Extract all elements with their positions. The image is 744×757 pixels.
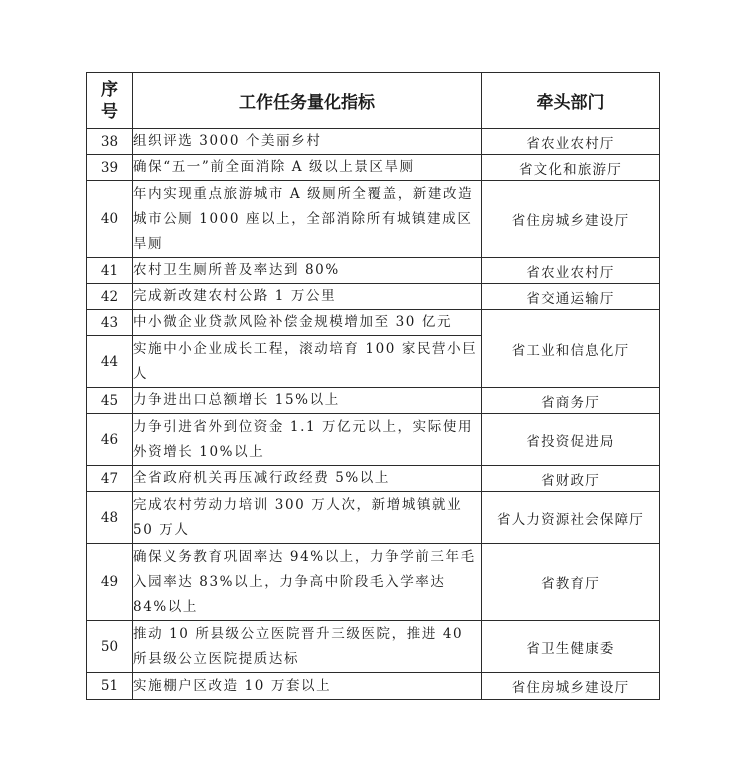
table-row (87, 388, 660, 414)
row-number: 46 (87, 414, 133, 466)
row-task: 实施棚户区改造 10 万套以上 (133, 673, 482, 700)
table-row (87, 181, 660, 258)
row-number: 44 (87, 336, 133, 388)
row-task: 完成新改建农村公路 1 万公里 (133, 284, 482, 310)
header-row (87, 73, 660, 129)
row-department: 省教育厅 (482, 544, 660, 621)
row-task: 实施中小企业成长工程，滚动培育 100 家民营小巨人 (133, 336, 482, 388)
row-number: 47 (87, 466, 133, 492)
row-department: 省工业和信息化厅 (482, 310, 660, 388)
row-task: 全省政府机关再压减行政经费 5%以上 (133, 466, 482, 492)
table-row (87, 492, 660, 544)
table-row (87, 310, 660, 336)
row-task: 农村卫生厕所普及率达到 80% (133, 258, 482, 284)
row-task: 确保“五一”前全面消除 A 级以上景区旱厕 (133, 155, 482, 181)
row-department: 省住房城乡建设厅 (482, 673, 660, 700)
row-task: 力争进出口总额增长 15%以上 (133, 388, 482, 414)
table-row (87, 284, 660, 310)
row-task: 组织评选 3000 个美丽乡村 (133, 129, 482, 155)
row-task: 力争引进省外到位资金 1.1 万亿元以上，实际使用外资增长 10%以上 (133, 414, 482, 466)
row-department: 省农业农村厅 (482, 129, 660, 155)
table-row (87, 544, 660, 621)
table-row (87, 414, 660, 466)
table-row (87, 466, 660, 492)
row-department: 省交通运输厅 (482, 284, 660, 310)
table-row (87, 155, 660, 181)
row-department: 省卫生健康委 (482, 621, 660, 673)
row-task: 确保义务教育巩固率达 94%以上，力争学前三年毛入园率达 83%以上，力争高中阶段毛入学率达 84%以上 (133, 544, 482, 621)
row-task: 年内实现重点旅游城市 A 级厕所全覆盖，新建改造城市公厕 1000 座以上，全部消除所有城镇建成区旱厕 (133, 181, 482, 258)
row-number: 51 (87, 673, 133, 700)
row-number: 49 (87, 544, 133, 621)
header-serial-number-text: 序号 (101, 79, 118, 122)
table-row (87, 621, 660, 673)
row-department: 省财政厅 (482, 466, 660, 492)
task-table (86, 72, 660, 700)
header-serial-number (87, 73, 133, 129)
row-task: 完成农村劳动力培训 300 万人次，新增城镇就业 50 万人 (133, 492, 482, 544)
row-number: 45 (87, 388, 133, 414)
row-number: 39 (87, 155, 133, 181)
header-task: 工作任务量化指标 (133, 73, 482, 129)
header-department: 牵头部门 (482, 73, 660, 129)
row-department: 省文化和旅游厅 (482, 155, 660, 181)
row-task: 中小微企业贷款风险补偿金规模增加至 30 亿元 (133, 310, 482, 336)
row-number: 40 (87, 181, 133, 258)
table-row (87, 129, 660, 155)
row-department: 省投资促进局 (482, 414, 660, 466)
row-number: 42 (87, 284, 133, 310)
row-number: 43 (87, 310, 133, 336)
table-row (87, 673, 660, 700)
row-department: 省农业农村厅 (482, 258, 660, 284)
table-row (87, 258, 660, 284)
row-department: 省人力资源社会保障厅 (482, 492, 660, 544)
row-number: 50 (87, 621, 133, 673)
row-number: 41 (87, 258, 133, 284)
row-number: 48 (87, 492, 133, 544)
row-task: 推动 10 所县级公立医院晋升三级医院，推进 40 所县级公立医院提质达标 (133, 621, 482, 673)
row-number: 38 (87, 129, 133, 155)
row-department: 省住房城乡建设厅 (482, 181, 660, 258)
row-department: 省商务厅 (482, 388, 660, 414)
